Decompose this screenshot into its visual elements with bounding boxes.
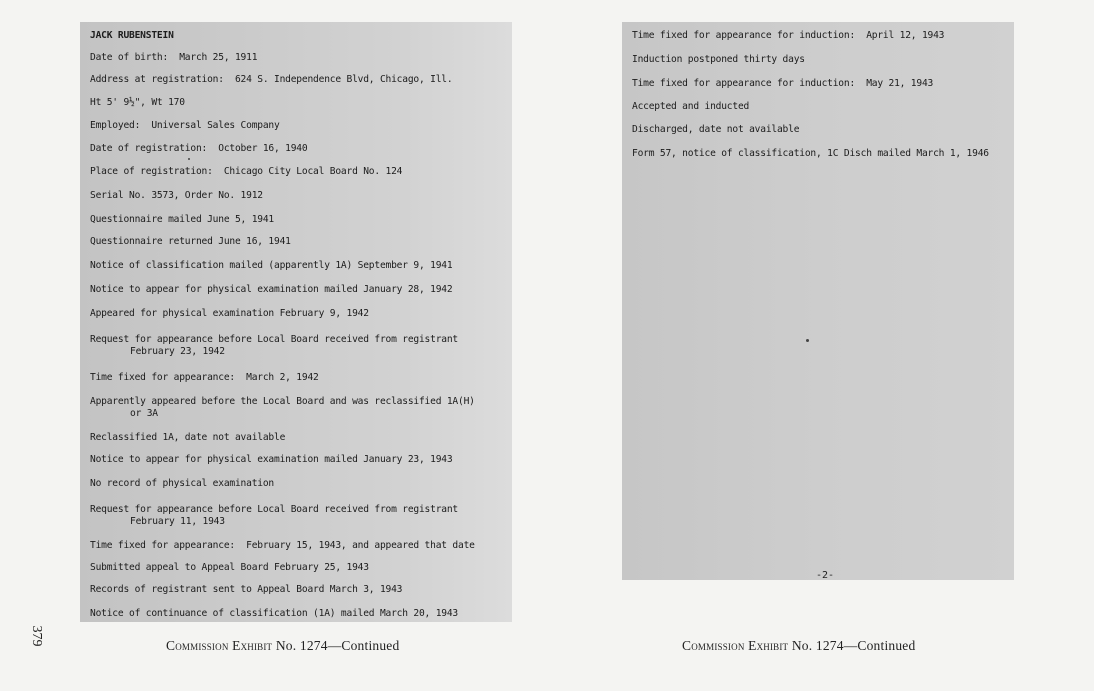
left-line xyxy=(90,432,285,444)
caption-right-number: No. 1274—Continued xyxy=(788,638,916,653)
left-line-text: Records of registrant sent to Appeal Board March 3, 1943 xyxy=(90,584,403,595)
left-line-text: Apparently appeared before the Local Board and was reclassified 1A(H) xyxy=(90,396,475,407)
right-line-text: Induction postponed thirty days xyxy=(632,54,805,65)
left-line-text: Employed: Universal Sales Company xyxy=(90,120,280,131)
right-line-text: Form 57, notice of classification, 1C Disch mailed March 1, 1946 xyxy=(632,148,989,159)
left-line xyxy=(90,143,307,155)
scan-speck xyxy=(806,339,809,342)
left-line-text: Notice to appear for physical examination mailed January 23, 1943 xyxy=(90,454,453,465)
left-line-text: Submitted appeal to Appeal Board February 25, 1943 xyxy=(90,562,369,573)
left-line-text: Reclassified 1A, date not available xyxy=(90,432,286,443)
left-line-text: Ht 5' 9½", Wt 170 xyxy=(90,97,185,108)
left-line xyxy=(90,284,452,296)
left-line-text: Appeared for physical examination February 9, 1942 xyxy=(90,308,369,319)
left-line-text: Address at registration: 624 S. Independence Blvd, Chicago, Ill. xyxy=(90,74,453,85)
left-line xyxy=(90,608,458,620)
left-line-text: JACK RUBENSTEIN xyxy=(90,30,174,41)
left-line xyxy=(90,478,274,490)
caption-left-word-2: xhibit xyxy=(240,638,273,653)
page-number: -2- xyxy=(816,570,835,581)
caption-left-initial-2: E xyxy=(232,638,241,653)
right-line-text: Time fixed for appearance for induction: April 12, 1943 xyxy=(632,30,945,41)
left-line xyxy=(90,334,458,358)
caption-right-initial: C xyxy=(682,638,692,653)
right-line xyxy=(632,78,933,90)
left-line-text: Notice of classification mailed (apparently 1A) September 9, 1941 xyxy=(90,260,453,271)
left-line xyxy=(90,562,369,574)
left-line-text: Request for appearance before Local Board received from registrant xyxy=(90,504,459,515)
left-line xyxy=(90,52,257,64)
right-document-page xyxy=(622,22,1014,580)
left-line-continuation: February 23, 1942 xyxy=(130,346,225,357)
scan-speck xyxy=(188,158,190,160)
caption-right-word-1: ommission xyxy=(691,638,749,653)
right-line xyxy=(632,148,989,160)
left-line-text: Questionnaire returned June 16, 1941 xyxy=(90,236,291,247)
right-line-text: Time fixed for appearance for induction: May 21, 1943 xyxy=(632,78,934,89)
side-page-number: 379 xyxy=(29,625,44,647)
left-line-text: Date of birth: March 25, 1911 xyxy=(90,52,258,63)
left-document-page xyxy=(80,22,512,622)
left-line xyxy=(90,504,458,528)
left-line xyxy=(90,396,475,420)
left-line-text: Notice to appear for physical examination mailed January 28, 1942 xyxy=(90,284,453,295)
left-line xyxy=(90,454,452,466)
left-line-text: Place of registration: Chicago City Local Board No. 124 xyxy=(90,166,403,177)
caption-right-initial-2: E xyxy=(748,638,757,653)
left-line-text: No record of physical examination xyxy=(90,478,275,489)
right-line xyxy=(632,54,805,66)
caption-left-initial: C xyxy=(166,638,176,653)
left-line-continuation: or 3A xyxy=(130,408,158,419)
left-line xyxy=(90,166,402,178)
right-line-text: Discharged, date not available xyxy=(632,124,800,135)
left-line xyxy=(90,308,369,320)
left-line xyxy=(90,97,185,109)
left-line xyxy=(90,584,402,596)
left-line xyxy=(90,74,452,86)
left-line-text: Notice of continuance of classification (1A) mailed March 20, 1943 xyxy=(90,608,459,619)
left-line-text: Request for appearance before Local Board received from registrant xyxy=(90,334,459,345)
left-line xyxy=(90,190,263,202)
caption-right xyxy=(682,638,915,654)
left-line xyxy=(90,372,319,384)
left-line xyxy=(90,120,280,132)
left-line xyxy=(90,236,291,248)
caption-left xyxy=(166,638,399,654)
left-line-text: Time fixed for appearance: February 15, 1943, and appeared that date xyxy=(90,540,475,551)
left-line-continuation: February 11, 1943 xyxy=(130,516,225,527)
left-line xyxy=(90,260,452,272)
right-line-text: Accepted and inducted xyxy=(632,101,750,112)
right-line xyxy=(632,101,749,113)
right-line xyxy=(632,124,799,136)
left-line xyxy=(90,30,174,42)
left-line xyxy=(90,540,475,552)
caption-left-word-1: ommission xyxy=(175,638,233,653)
caption-right-word-2: xhibit xyxy=(756,638,789,653)
caption-left-number: No. 1274—Continued xyxy=(272,638,400,653)
right-line xyxy=(632,30,944,42)
left-line-text: Date of registration: October 16, 1940 xyxy=(90,143,308,154)
left-line xyxy=(90,214,274,226)
left-line-text: Questionnaire mailed June 5, 1941 xyxy=(90,214,275,225)
left-line-text: Serial No. 3573, Order No. 1912 xyxy=(90,190,263,201)
left-line-text: Time fixed for appearance: March 2, 1942 xyxy=(90,372,319,383)
